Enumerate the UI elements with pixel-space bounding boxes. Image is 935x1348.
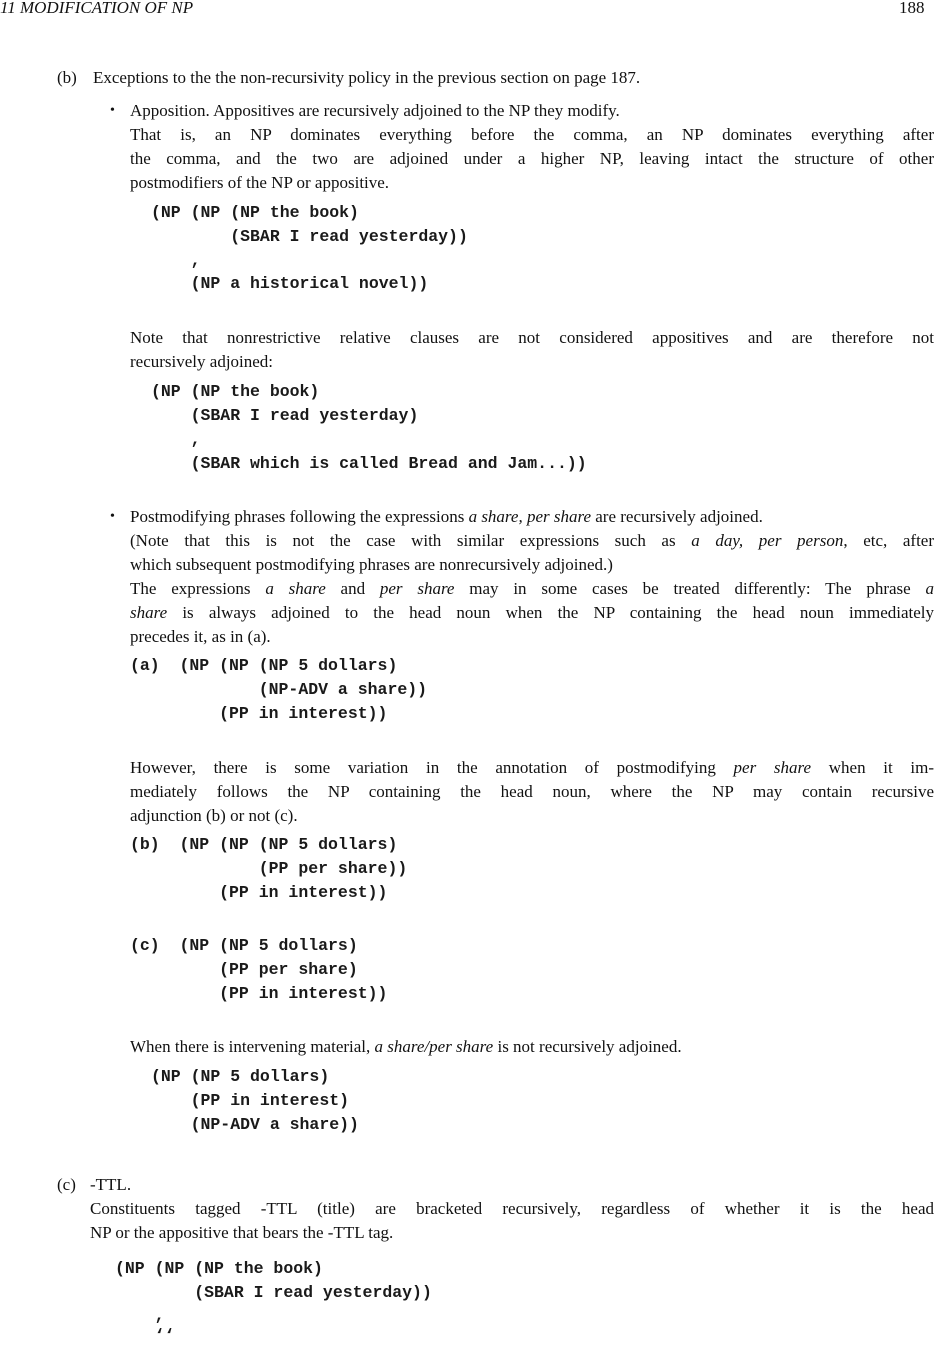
postmod-line-2: (Note that this is not the case with similar expressions such as a day, per person, etc, after xyxy=(130,531,935,550)
code-line: (a) (NP (NP (NP 5 dollars) xyxy=(130,656,398,675)
however-line-2: mediately follows the NP containing the head noun, where the NP may contain recursive xyxy=(130,782,934,801)
code-line: , xyxy=(151,430,201,449)
apposition-note-line-1: Note that nonrestrictive relative clauses are not considered appositives and are therefore not xyxy=(130,328,934,347)
however-line-1: However, there is some variation in the annotation of postmodifying per share when it im- xyxy=(130,758,935,777)
apposition-explanation-line-2: the comma, and the two are adjoined under a higher NP, leaving intact the structure of other xyxy=(130,149,934,168)
code-line: (NP (NP (NP the book) xyxy=(115,1259,323,1278)
code-line: , xyxy=(115,1306,165,1325)
item-c-text-line-1: Constituents tagged -TTL (title) are bracketed recursively, regardless of whether it is the head xyxy=(90,1199,934,1218)
code-line: (PP in interest)) xyxy=(130,984,388,1003)
code-line: ‘‘ xyxy=(115,1326,175,1345)
postmod-line-3: which subsequent postmodifying phrases are nonrecursively adjoined.) xyxy=(130,555,613,574)
apposition-intro: Apposition. Appositives are recursively adjoined to the NP they modify. xyxy=(130,101,620,120)
postmod-line-5: share is always adjoined to the head noun when the NP containing the head noun immediately xyxy=(130,603,934,622)
code-line: (NP-ADV a share)) xyxy=(130,680,428,699)
code-line: (NP (NP the book) xyxy=(151,382,320,401)
code-line: (SBAR I read yesterday)) xyxy=(151,227,468,246)
item-c-text-line-2: NP or the appositive that bears the -TTL tag. xyxy=(90,1223,394,1242)
code-line: (PP in interest) xyxy=(151,1091,350,1110)
code-line: (PP in interest)) xyxy=(130,883,388,902)
code-line: (SBAR which is called Bread and Jam...)) xyxy=(151,454,587,473)
code-line: (NP (NP (NP the book) xyxy=(151,203,359,222)
bullet-postmodifying: • xyxy=(110,509,115,524)
code-line: (b) (NP (NP (NP 5 dollars) xyxy=(130,835,398,854)
code-line: (NP (NP 5 dollars) xyxy=(151,1067,330,1086)
apposition-note-line-2: recursively adjoined: xyxy=(130,352,274,371)
intervening-line: When there is intervening material, a share/per share is not recursively adjoined. xyxy=(130,1037,682,1056)
item-b-heading: Exceptions to the the non-recursivity policy in the previous section on page 187. xyxy=(93,68,641,87)
page-number: 188 xyxy=(899,0,925,17)
code-line: (NP a historical novel)) xyxy=(151,274,429,293)
apposition-explanation-line-3: postmodifiers of the NP or appositive. xyxy=(130,173,390,192)
postmod-line-1: Postmodifying phrases following the expressions a share, per share are recursively adjoined. xyxy=(130,507,763,526)
code-line: , xyxy=(151,251,201,270)
item-c-heading: -TTL. xyxy=(90,1175,132,1194)
item-c-label: (c) xyxy=(57,1175,76,1194)
postmod-line-4: The expressions a share and per share may in some cases be treated differently: The phrase a xyxy=(130,579,934,598)
apposition-explanation-line-1: That is, an NP dominates everything before the comma, an NP dominates everything after xyxy=(130,125,934,144)
code-line: (NP-ADV a share)) xyxy=(151,1115,359,1134)
code-line: (PP in interest)) xyxy=(130,704,388,723)
code-line: (c) (NP (NP 5 dollars) xyxy=(130,936,358,955)
code-line: (PP per share) xyxy=(130,960,358,979)
code-line: (SBAR I read yesterday) xyxy=(151,406,419,425)
running-header-section: 11 MODIFICATION OF NP xyxy=(0,0,194,17)
however-line-3: adjunction (b) or not (c). xyxy=(130,806,298,825)
bullet-apposition: • xyxy=(110,103,115,118)
code-line: (SBAR I read yesterday)) xyxy=(115,1283,432,1302)
code-line: (PP per share)) xyxy=(130,859,408,878)
item-b-label: (b) xyxy=(57,68,77,87)
postmod-line-6: precedes it, as in (a). xyxy=(130,627,271,646)
